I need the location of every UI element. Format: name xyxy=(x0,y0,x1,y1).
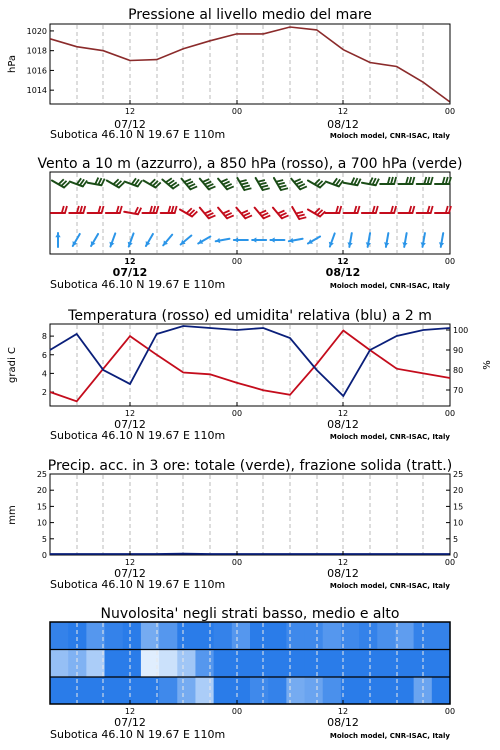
cloud-cell xyxy=(432,622,451,650)
cloud-cell xyxy=(323,649,342,677)
cloud-cell xyxy=(177,649,196,677)
cloud-cell xyxy=(377,677,396,705)
cloud-cell xyxy=(159,649,178,677)
pressure-panel xyxy=(7,7,455,141)
x-tick-label: 00 xyxy=(444,707,456,716)
x-tick-label: 12 xyxy=(124,107,136,116)
y-tick-label: 25 xyxy=(453,470,464,479)
precipitation-plot-frame xyxy=(50,474,450,555)
humidity-y-label: % xyxy=(482,360,493,370)
model-credit: Moloch model, CNR-ISAC, Italy xyxy=(329,132,450,140)
date-label-1: 07/12 xyxy=(112,266,148,279)
station-info: Subotica 46.10 N 19.67 E 110m xyxy=(50,278,226,291)
cloud-cell xyxy=(123,649,142,677)
cloud-cell xyxy=(250,622,269,650)
cloud-cell xyxy=(395,649,414,677)
station-info: Subotica 46.10 N 19.67 E 110m xyxy=(50,128,226,141)
model-credit: Moloch model, CNR-ISAC, Italy xyxy=(329,582,450,590)
cloud-cell xyxy=(68,649,87,677)
cloud-cell xyxy=(86,622,105,650)
y-tick-label: 1018 xyxy=(26,46,47,56)
y-tick-label: 2 xyxy=(41,388,47,398)
cloud-cell xyxy=(123,622,142,650)
x-tick-label: 00 xyxy=(231,107,243,116)
x-tick-label: 00 xyxy=(444,257,456,266)
cloud-cell xyxy=(50,677,69,705)
cloud-cell xyxy=(432,649,451,677)
y-tick-label: 0 xyxy=(41,551,47,560)
y-tick-label: 15 xyxy=(36,502,47,512)
y-tick-label: 4 xyxy=(41,369,47,379)
y-tick-label: 70 xyxy=(453,386,464,395)
date-label-2: 08/12 xyxy=(327,418,359,431)
cloud-cell xyxy=(250,649,269,677)
cloud-cell xyxy=(159,622,178,650)
date-label-2: 08/12 xyxy=(327,118,359,131)
cloud-cell xyxy=(123,677,142,705)
wind-title: Vento a 10 m (azzurro), a 850 hPa (rosso), a 700 hPa (verde) xyxy=(37,156,463,172)
cloud-cell xyxy=(359,677,378,705)
cloud-cell xyxy=(341,677,360,705)
x-tick-label: 00 xyxy=(231,558,243,567)
cloud-cell xyxy=(341,649,360,677)
date-label-1: 07/12 xyxy=(114,716,146,729)
y-tick-label: 80 xyxy=(453,366,464,375)
station-info: Subotica 46.10 N 19.67 E 110m xyxy=(50,578,226,591)
x-tick-label: 00 xyxy=(444,558,456,567)
cloud-cell xyxy=(195,649,214,677)
x-tick-label: 12 xyxy=(124,257,136,266)
cloud-cell xyxy=(105,622,124,650)
cloud-cell xyxy=(305,622,324,650)
cloud-cell xyxy=(232,649,251,677)
cloud-cell xyxy=(268,649,287,677)
temperature-title: Temperatura (rosso) ed umidita' relativa (blu) a 2 m xyxy=(68,308,432,324)
cloud-cell xyxy=(177,622,196,650)
precipitation-y-label: mm xyxy=(7,505,18,525)
precipitation-panel xyxy=(7,458,463,591)
model-credit: Moloch model, CNR-ISAC, Italy xyxy=(329,282,450,290)
cloud-cell xyxy=(359,622,378,650)
x-tick-label: 00 xyxy=(231,409,243,418)
cloud-cell xyxy=(323,677,342,705)
y-tick-label: 8 xyxy=(41,332,47,342)
model-credit: Moloch model, CNR-ISAC, Italy xyxy=(329,732,450,740)
y-tick-label: 1014 xyxy=(26,86,47,96)
y-tick-label: 6 xyxy=(41,350,47,360)
cloud-cell xyxy=(359,649,378,677)
cloud-cell xyxy=(305,649,324,677)
y-tick-label: 5 xyxy=(41,534,47,544)
y-tick-label: 20 xyxy=(36,486,47,496)
pressure-y-label: hPa xyxy=(7,54,18,74)
cloud-cell xyxy=(286,649,305,677)
date-label-2: 08/12 xyxy=(327,716,359,729)
cloud-cell xyxy=(86,649,105,677)
cloud-cell xyxy=(377,649,396,677)
y-tick-label: 5 xyxy=(453,534,459,544)
cloud-cell xyxy=(86,677,105,705)
cloud-cell xyxy=(268,622,287,650)
y-tick-label: 1016 xyxy=(26,66,47,76)
cloud-cell xyxy=(286,622,305,650)
cloud-cell xyxy=(377,622,396,650)
cloud-cell xyxy=(395,677,414,705)
x-tick-label: 12 xyxy=(124,558,136,567)
cloud-cell xyxy=(232,622,251,650)
cloud-cell xyxy=(68,622,87,650)
cloud-cell xyxy=(268,677,287,705)
station-info: Subotica 46.10 N 19.67 E 110m xyxy=(50,728,226,741)
y-tick-label: 90 xyxy=(453,346,464,355)
x-tick-label: 12 xyxy=(337,257,349,266)
x-tick-label: 12 xyxy=(337,707,349,716)
y-tick-label: 20 xyxy=(453,486,464,496)
x-tick-label: 12 xyxy=(337,558,349,567)
cloud-cell xyxy=(214,622,233,650)
y-tick-label: 0 xyxy=(453,551,459,560)
cloud-cell xyxy=(305,677,324,705)
temperature-y-label: gradi C xyxy=(7,347,18,383)
model-credit: Moloch model, CNR-ISAC, Italy xyxy=(329,433,450,441)
y-tick-label: 15 xyxy=(453,502,464,512)
cloud-title: Nuvolosita' negli strati basso, medio e alto xyxy=(100,606,400,622)
precipitation-title: Precip. acc. in 3 ore: totale (verde), frazione solida (tratt.) xyxy=(47,458,453,474)
cloud-cell xyxy=(159,677,178,705)
y-tick-label: 10 xyxy=(36,518,47,528)
x-tick-label: 00 xyxy=(231,707,243,716)
x-tick-label: 12 xyxy=(124,409,136,418)
cloud-cell xyxy=(68,677,87,705)
cloud-cell xyxy=(432,677,451,705)
cloud-cell xyxy=(195,677,214,705)
station-info: Subotica 46.10 N 19.67 E 110m xyxy=(50,429,226,442)
date-label-1: 07/12 xyxy=(114,418,146,431)
cloud-cell xyxy=(50,622,69,650)
y-tick-label: 1020 xyxy=(26,26,47,36)
x-tick-label: 12 xyxy=(337,107,349,116)
x-tick-label: 00 xyxy=(444,107,456,116)
cloud-cell xyxy=(177,677,196,705)
x-tick-label: 00 xyxy=(231,257,243,266)
wind-panel xyxy=(37,156,462,291)
date-label-2: 08/12 xyxy=(325,266,361,279)
x-tick-label: 12 xyxy=(337,409,349,418)
cloud-cell xyxy=(214,649,233,677)
cloud-cell xyxy=(323,622,342,650)
cloud-cell xyxy=(395,622,414,650)
cloud-cell xyxy=(214,677,233,705)
cloud-cell xyxy=(341,622,360,650)
y-tick-label: 100 xyxy=(453,326,469,335)
cloud-cell xyxy=(250,677,269,705)
temperature-panel xyxy=(7,308,493,442)
date-label-1: 07/12 xyxy=(114,567,146,580)
y-tick-label: 10 xyxy=(453,518,464,528)
cloud-cell xyxy=(105,677,124,705)
pressure-title: Pressione al livello medio del mare xyxy=(128,7,372,23)
pressure-plot-frame xyxy=(50,24,450,104)
y-tick-label: 25 xyxy=(36,470,47,479)
x-tick-label: 12 xyxy=(124,707,136,716)
cloud-cell xyxy=(50,649,69,677)
date-label-1: 07/12 xyxy=(114,118,146,131)
cloud-cell xyxy=(232,677,251,705)
cloud-panel xyxy=(50,606,455,741)
cloud-cell xyxy=(286,677,305,705)
cloud-cell xyxy=(195,622,214,650)
cloud-cell xyxy=(105,649,124,677)
date-label-2: 08/12 xyxy=(327,567,359,580)
x-tick-label: 00 xyxy=(444,409,456,418)
